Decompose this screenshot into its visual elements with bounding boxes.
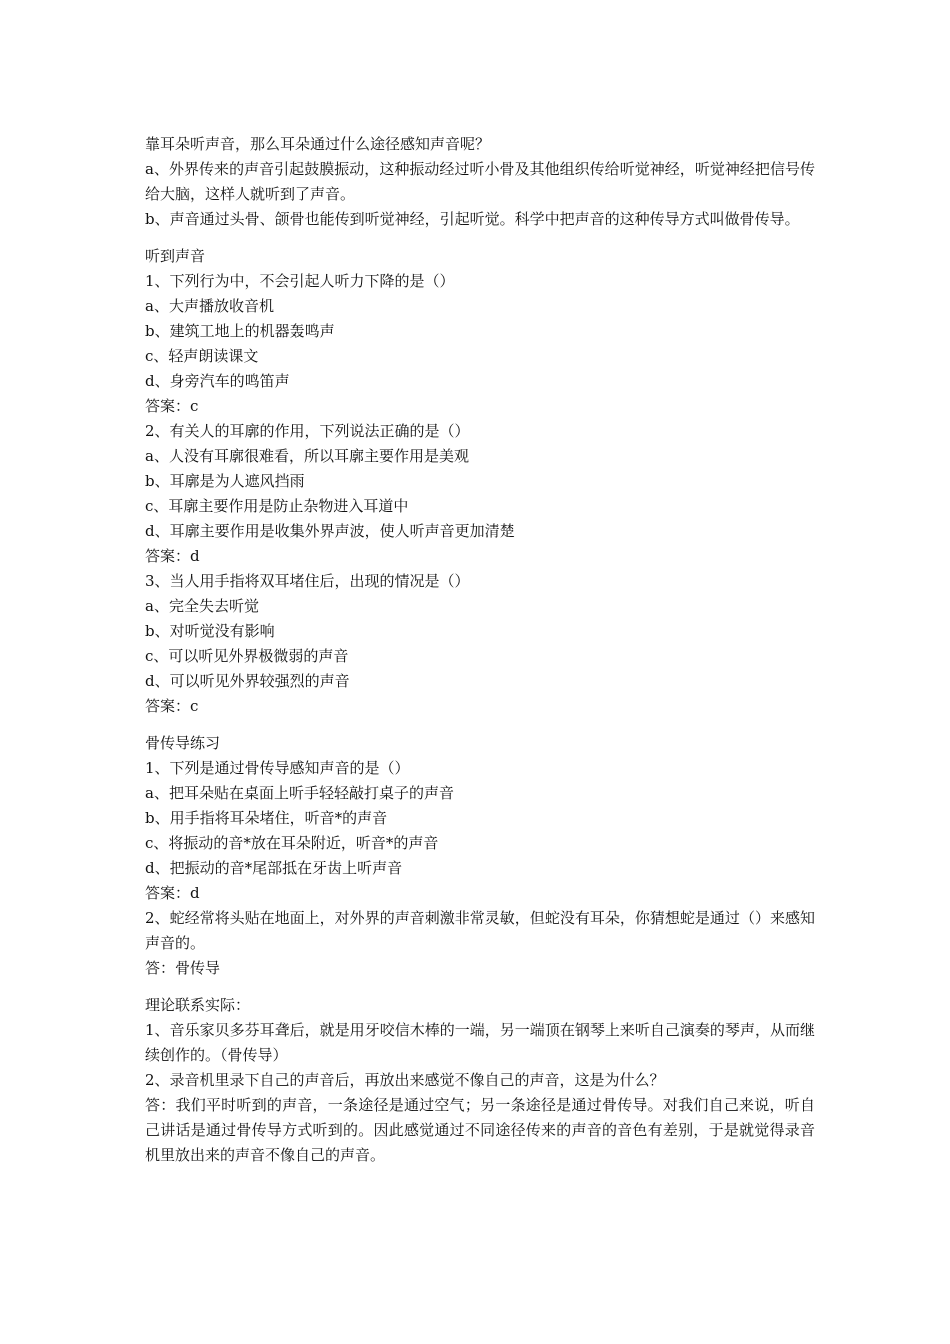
intro-question: 靠耳朵听声音，那么耳朵通过什么途径感知声音呢？ bbox=[145, 135, 491, 153]
hear-q2: 2、有关人的耳廓的作用，下列说法正确的是（） bbox=[145, 422, 470, 440]
hear-q2-option-d: d、耳廓主要作用是收集外界声波，使人听声音更加清楚 bbox=[145, 522, 515, 540]
section-gap bbox=[145, 719, 815, 731]
hear-q1-option-d: d、身旁汽车的鸣笛声 bbox=[145, 372, 290, 390]
hear-q2-option-b: b、耳廓是为人遮风挡雨 bbox=[145, 472, 305, 490]
document-page bbox=[145, 132, 815, 1168]
hear-q1-option-b: b、建筑工地上的机器轰鸣声 bbox=[145, 322, 335, 340]
hear-q2-option-a: a、人没有耳廓很难看，所以耳廓主要作用是美观 bbox=[145, 447, 469, 465]
hear-q1-answer: 答案：c bbox=[145, 397, 199, 415]
hear-q3-answer: 答案：c bbox=[145, 697, 199, 715]
section-gap bbox=[145, 981, 815, 993]
bone-q2-answer: 答：骨传导 bbox=[145, 959, 221, 977]
section-gap bbox=[145, 232, 815, 244]
bone-q1-answer: 答案：d bbox=[145, 884, 200, 902]
section-title-practice: 理论联系实际： bbox=[145, 996, 251, 1014]
hear-q3: 3、当人用手指将双耳堵住后，出现的情况是（） bbox=[145, 572, 470, 590]
section-title-bone: 骨传导练习 bbox=[145, 734, 221, 752]
practice-p2-answer: 答：我们平时听到的声音，一条途径是通过空气；另一条途径是通过骨传导。对我们自己来说，听自己讲话是通过骨传导方式听到的。因此感觉通过不同途径传来的声音的音色有差别，于是就觉得录音机里放出来的声音不像自己的声音。 bbox=[145, 1096, 815, 1164]
bone-q1: 1、下列是通过骨传导感知声音的是（） bbox=[145, 759, 410, 777]
hear-q2-option-c: c、耳廓主要作用是防止杂物进入耳道中 bbox=[145, 497, 409, 515]
practice-p2: 2、录音机里录下自己的声音后，再放出来感觉不像自己的声音，这是为什么？ bbox=[145, 1071, 665, 1089]
bone-q1-option-b: b、用手指将耳朵堵住，听音*的声音 bbox=[145, 809, 388, 827]
hear-q1-option-c: c、轻声朗读课文 bbox=[145, 347, 259, 365]
hear-q3-option-b: b、对听觉没有影响 bbox=[145, 622, 275, 640]
bone-q1-option-c: c、将振动的音*放在耳朵附近，听音*的声音 bbox=[145, 834, 439, 852]
intro-answer-b: b、声音通过头骨、颌骨也能传到听觉神经，引起听觉。科学中把声音的这种传导方式叫做骨传导。 bbox=[145, 210, 800, 228]
hear-q3-option-c: c、可以听见外界极微弱的声音 bbox=[145, 647, 349, 665]
practice-p1: 1、音乐家贝多芬耳聋后，就是用牙咬信木棒的一端，另一端顶在钢琴上来听自己演奏的琴声，从而继续创作的。（骨传导） bbox=[145, 1021, 815, 1064]
section-title-hear: 听到声音 bbox=[145, 247, 206, 265]
hear-q3-option-a: a、完全失去听觉 bbox=[145, 597, 259, 615]
hear-q2-answer: 答案：d bbox=[145, 547, 200, 565]
hear-q1: 1、下列行为中，不会引起人听力下降的是（） bbox=[145, 272, 455, 290]
bone-q2: 2、蛇经常将头贴在地面上，对外界的声音刺激非常灵敏，但蛇没有耳朵，你猜想蛇是通过（）来感知声音的。 bbox=[145, 909, 815, 952]
bone-q1-option-a: a、把耳朵贴在桌面上听手轻轻敲打桌子的声音 bbox=[145, 784, 454, 802]
hear-q3-option-d: d、可以听见外界较强烈的声音 bbox=[145, 672, 350, 690]
hear-q1-option-a: a、大声播放收音机 bbox=[145, 297, 274, 315]
bone-q1-option-d: d、把振动的音*尾部抵在牙齿上听声音 bbox=[145, 859, 403, 877]
intro-answer-a: a、外界传来的声音引起鼓膜振动，这种振动经过听小骨及其他组织传给听觉神经，听觉神经把信号传给大脑，这样人就听到了声音。 bbox=[145, 160, 815, 203]
